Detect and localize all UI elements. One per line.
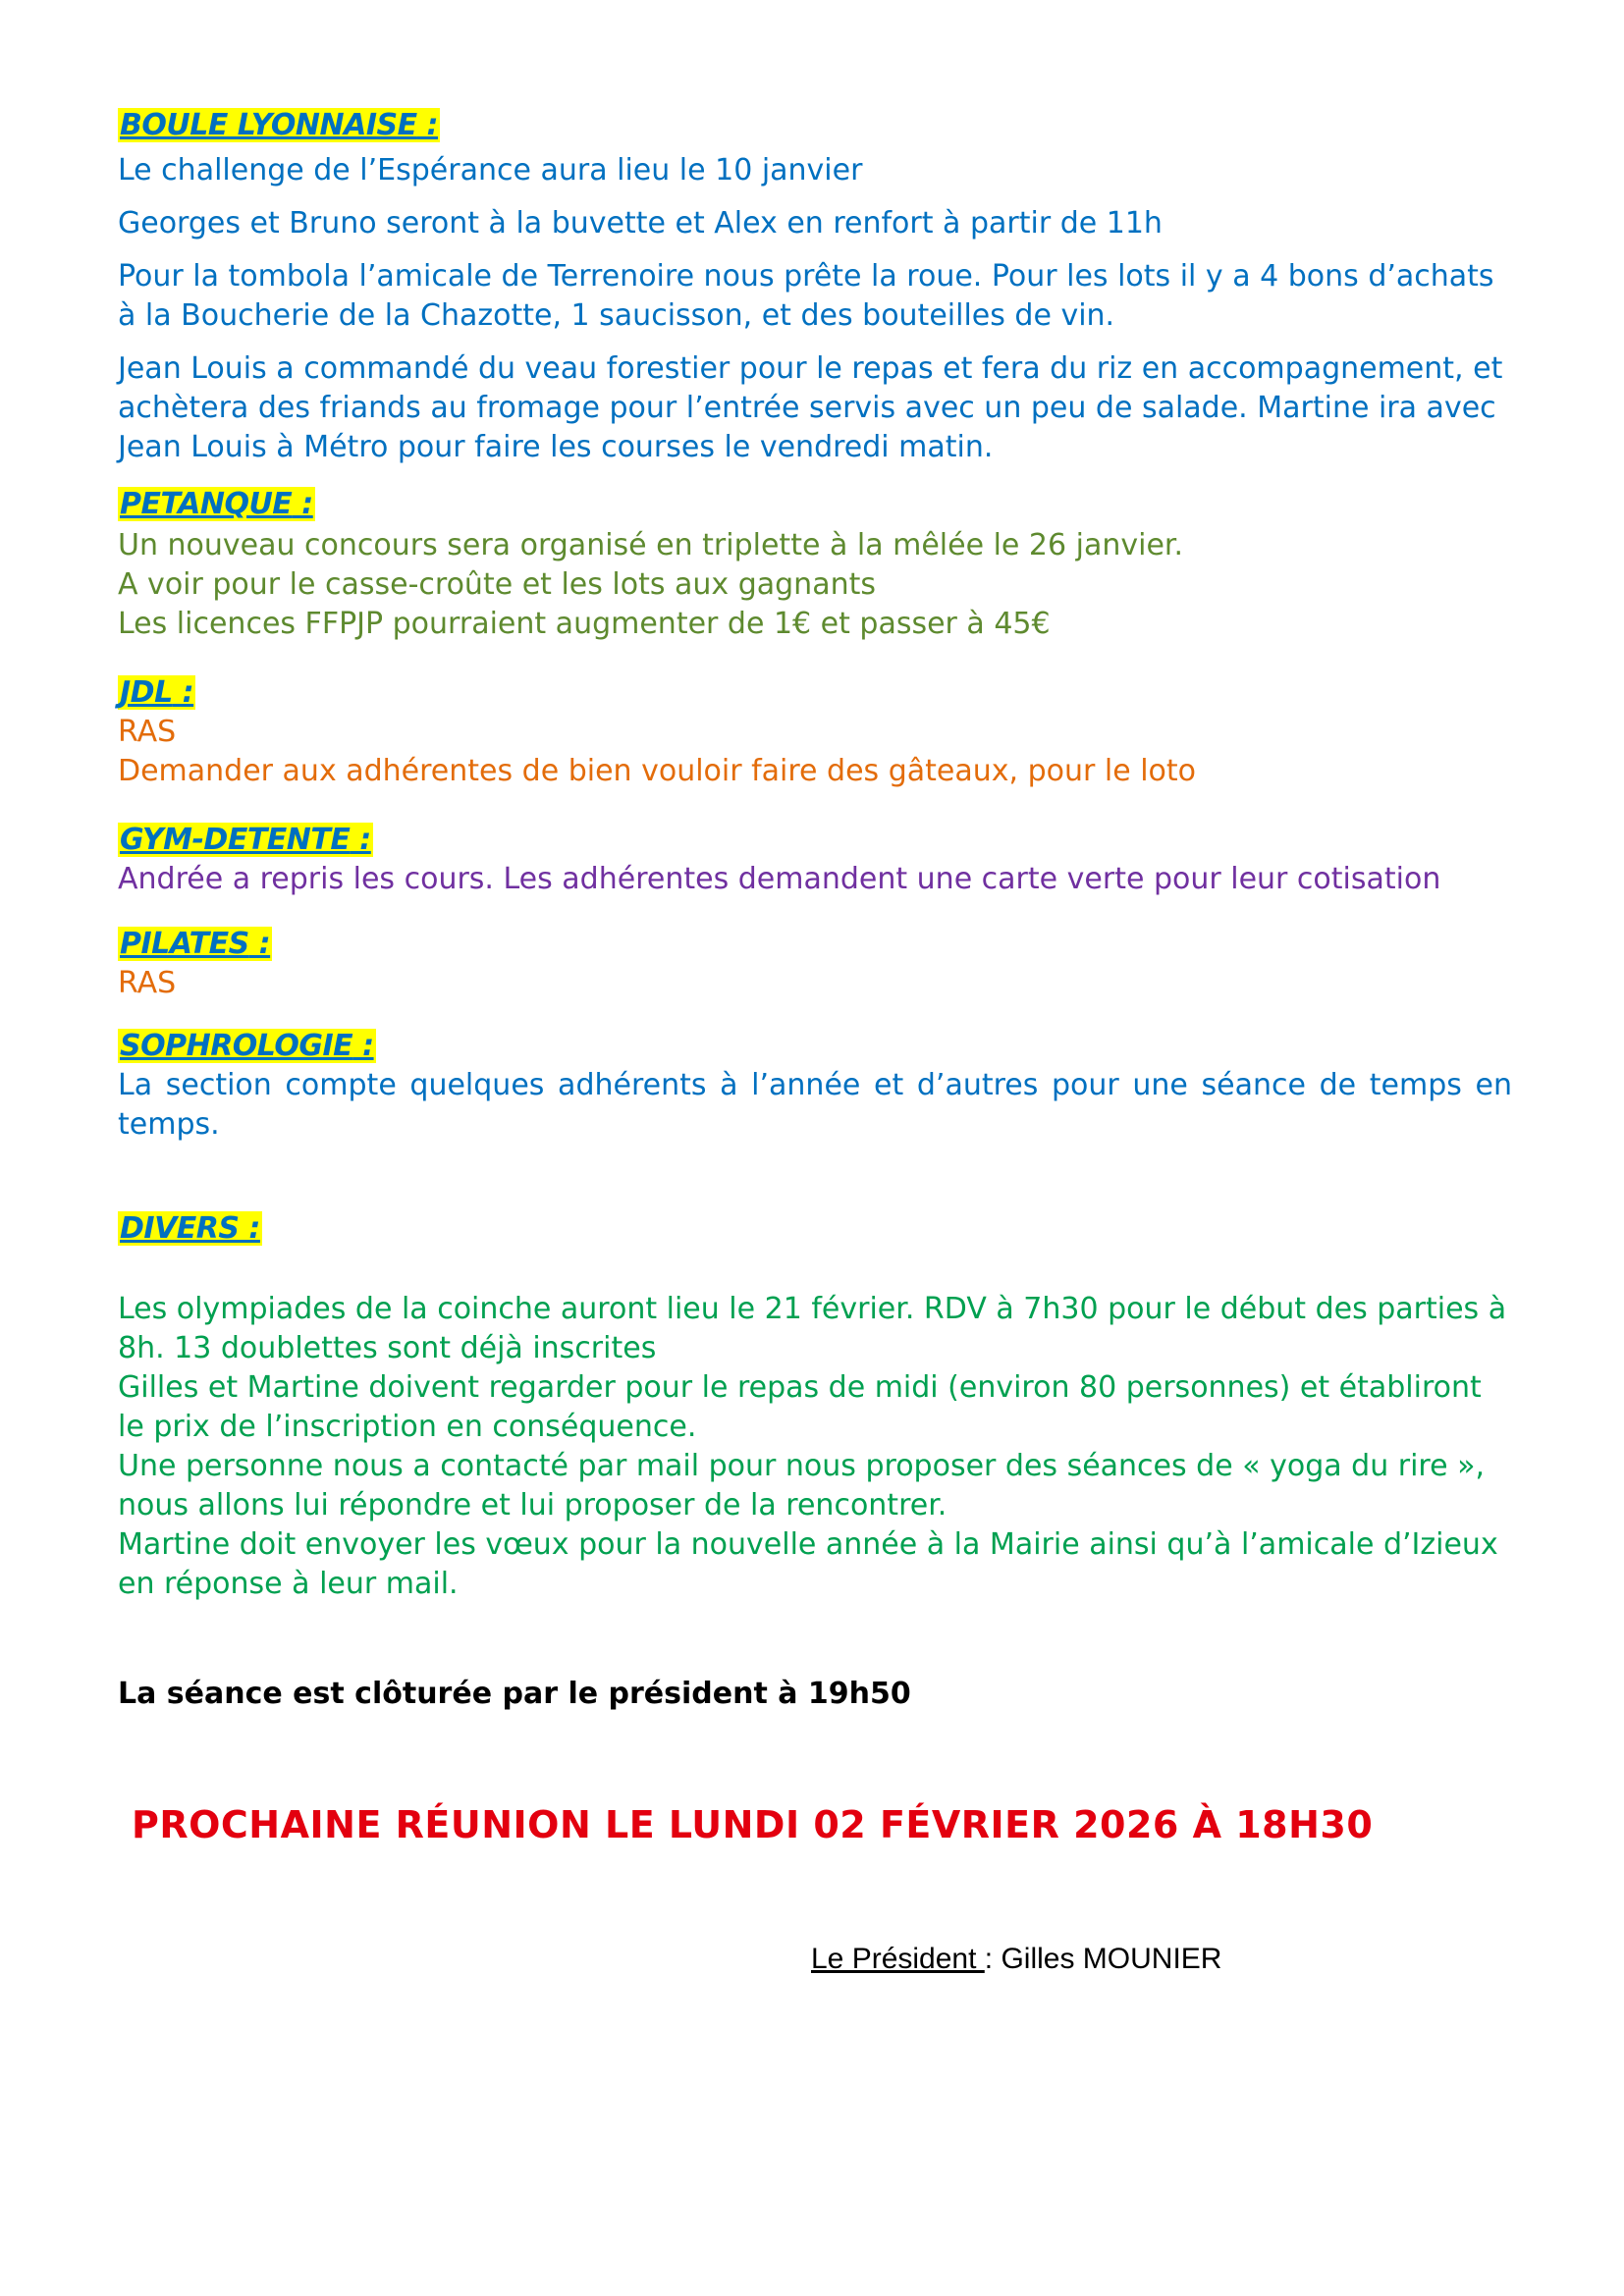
next-meeting-announcement: PROCHAINE RÉUNION LE LUNDI 02 FÉVRIER 2026 À 18H30 <box>132 1803 1374 1846</box>
jdl-line-1: RAS <box>118 715 177 749</box>
divers-line-2: Gilles et Martine doivent regarder pour le repas de midi (environ 80 personnes) et établiront le prix de l’inscription en conséquence. <box>118 1370 1482 1444</box>
signature <box>811 1940 1512 1979</box>
closing-statement: La séance est clôturée par le président à 19h50 <box>118 1677 911 1711</box>
heading-boule-lyonnaise: BOULE LYONNAISE : <box>120 108 439 142</box>
jdl-line-2: Demander aux adhérentes de bien vouloir faire des gâteaux, pour le loto <box>118 754 1197 788</box>
pilates-line-1: RAS <box>118 966 177 1000</box>
section-petanque <box>118 485 1512 644</box>
section-boule-lyonnaise <box>118 106 1512 467</box>
petanque-line-3: Les licences FFPJP pourraient augmenter de 1€ et passer à 45€ <box>118 607 1051 641</box>
section-pilates <box>118 925 1512 1003</box>
petanque-line-1: Un nouveau concours sera organisé en triplette à la mêlée le 26 janvier. <box>118 528 1184 562</box>
heading-sophrologie: SOPHROLOGIE : <box>120 1029 374 1063</box>
boule-line-2: Georges et Bruno seront à la buvette et Alex en renfort à partir de 11h <box>118 206 1163 240</box>
signature-name: Gilles MOUNIER <box>1001 1943 1222 1975</box>
divers-line-4: Martine doit envoyer les vœux pour la nouvelle année à la Mairie ainsi qu’à l’amicale d’Izieux en réponse à leur mail. <box>118 1527 1498 1601</box>
gym-line-1: Andrée a repris les cours. Les adhérentes demandent une carte verte pour leur cotisation <box>118 862 1441 896</box>
heading-divers: DIVERS : <box>120 1211 260 1246</box>
divers-line-1: Les olympiades de la coinche auront lieu le 21 février. RDV à 7h30 pour le début des parties à 8h. 13 doublettes sont déjà inscrites <box>118 1292 1507 1365</box>
section-jdl <box>118 673 1512 791</box>
heading-pilates: PILATES : <box>120 927 271 961</box>
section-divers <box>118 1209 1512 1604</box>
sophro-line-1: La section compte quelques adhérents à l’année et d’autres pour une séance de temps en temps. <box>118 1068 1512 1142</box>
divers-line-3: Une personne nous a contacté par mail pour nous proposer des séances de « yoga du rire », nous allons lui répondre et lui proposer de la rencontrer. <box>118 1449 1485 1522</box>
boule-line-3: Pour la tombola l’amicale de Terrenoire nous prête la roue. Pour les lots il y a 4 bons d’achats à la Boucherie de la Chazotte, 1 saucisson, et des bouteilles de vin. <box>118 259 1494 333</box>
document-page <box>118 106 1512 1979</box>
heading-gym-detente: GYM-DETENTE : <box>120 823 371 857</box>
heading-petanque: PETANQUE : <box>120 487 313 521</box>
boule-line-1: Le challenge de l’Espérance aura lieu le 10 janvier <box>118 153 863 187</box>
section-gym-detente <box>118 821 1512 899</box>
petanque-line-2: A voir pour le casse-croûte et les lots aux gagnants <box>118 567 876 602</box>
heading-jdl: JDL : <box>120 675 194 710</box>
section-sophrologie <box>118 1027 1512 1145</box>
signature-role: Le Président <box>811 1943 985 1975</box>
boule-line-4: Jean Louis a commandé du veau forestier pour le repas et fera du riz en accompagnement, et achètera des friands au fromage pour l’entrée servis avec un peu de salade. Martine ira avec Jean Louis à Métro pour faire les courses le vendredi matin. <box>118 351 1503 464</box>
signature-separator: : <box>984 1943 1001 1975</box>
